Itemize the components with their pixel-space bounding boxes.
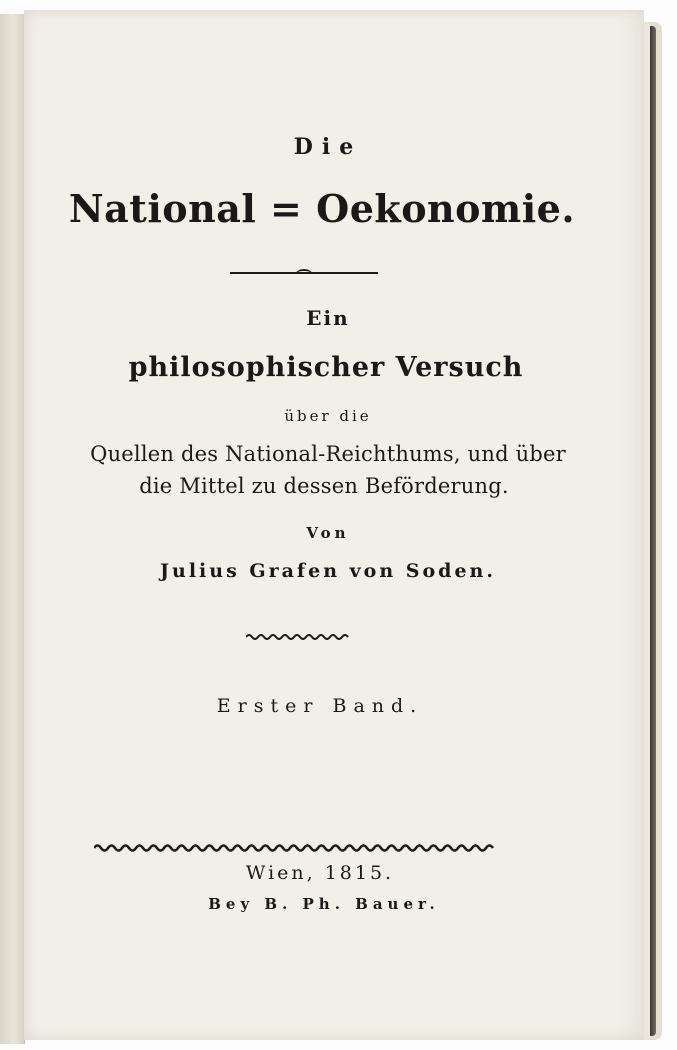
subtitle-connector: über die: [284, 407, 372, 425]
title-article: Die: [293, 134, 363, 160]
book-title: National = Oekonomie.: [68, 186, 576, 231]
volume-label: Erster Band.: [216, 695, 424, 717]
imprint-printer: Bey B. Ph. Bauer.: [208, 895, 440, 913]
subtitle-line-1: Quellen des National-Reichthums, und über: [90, 442, 566, 466]
title-page: [24, 10, 644, 1040]
subtitle-intro: Ein: [306, 306, 350, 330]
wavy-ornament-small: [246, 633, 350, 641]
author-name: Julius Grafen von Soden.: [160, 560, 496, 582]
title-rule-ornament: [296, 269, 312, 278]
wavy-ornament-large: [94, 843, 494, 853]
subtitle: philosophischer Versuch: [128, 352, 524, 383]
subtitle-line-2: die Mittel zu dessen Beförderung.: [139, 474, 509, 498]
imprint-place-year: Wien, 1815.: [245, 862, 395, 884]
by-line-intro: Von: [306, 524, 350, 542]
cover-edge: [650, 26, 656, 1036]
